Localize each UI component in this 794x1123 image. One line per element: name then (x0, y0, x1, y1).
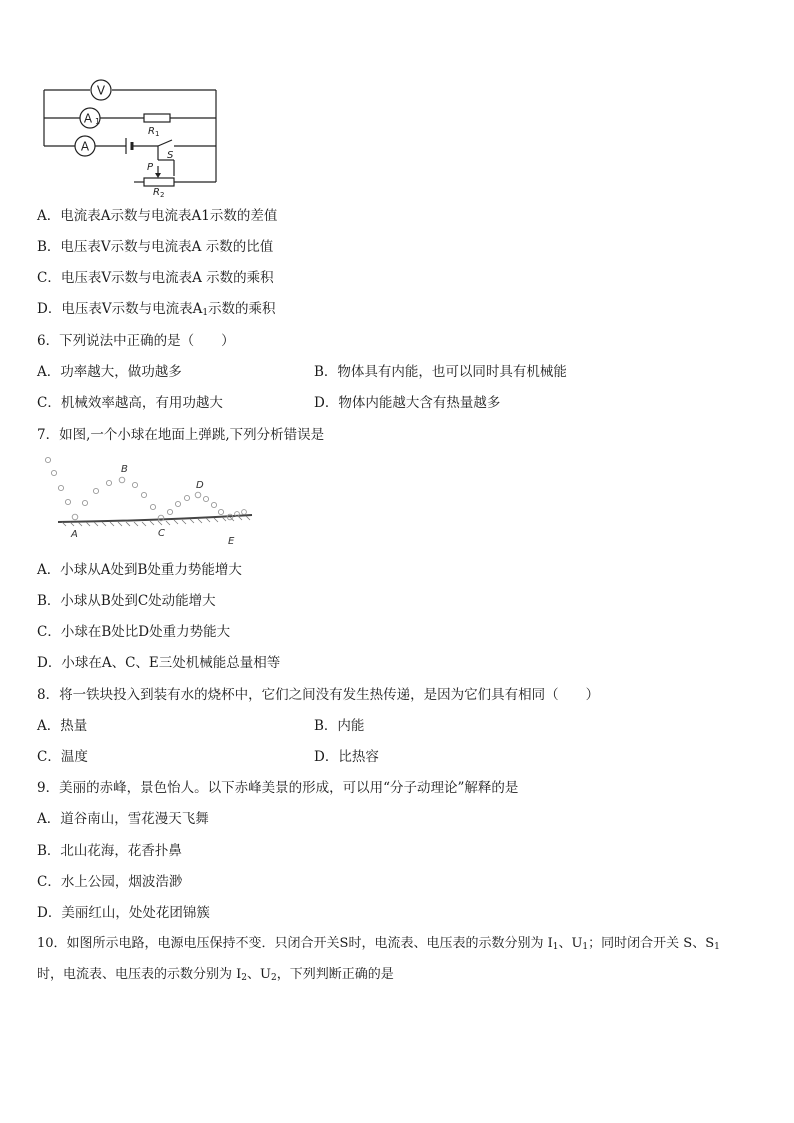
q5-option-d-text-end: 示数的乘积 (208, 301, 276, 317)
rheostat-r2 (144, 162, 174, 198)
q8-option-c[interactable]: C．温度 (37, 749, 88, 765)
q6-option-a[interactable]: A．功率越大，做功越多 (37, 364, 182, 380)
q6-option-b[interactable]: B．物体具有内能，也可以同时具有机械能 (314, 364, 567, 380)
point-b-label: B (121, 464, 128, 475)
q9-stem: 9．美丽的赤峰，景色怡人。以下赤峰美景的形成，可以用“分子动理论”解释的是 (37, 780, 519, 796)
q10-sub: 1 (714, 942, 720, 952)
ammeter-a (75, 136, 95, 156)
svg-text:1: 1 (95, 117, 101, 126)
svg-text:A: A (80, 139, 90, 154)
q7-option-a[interactable]: A．小球从A处到B处重力势能增大 (37, 562, 242, 578)
resistor-r1 (144, 114, 170, 138)
q10-text: 、U (247, 967, 271, 982)
q7-option-c[interactable]: C．小球在B处比D处重力势能大 (37, 624, 231, 640)
svg-text:P: P (147, 162, 154, 173)
point-c-label: C (158, 528, 165, 539)
svg-text:A: A (83, 111, 93, 126)
q9-option-b[interactable]: B．北山花海，花香扑鼻 (37, 843, 182, 859)
battery-icon (126, 138, 132, 154)
circuit-diagram (38, 76, 224, 198)
q10-sub: 2 (241, 973, 248, 983)
ammeter-a1 (80, 108, 100, 128)
svg-text:V: V (96, 83, 106, 98)
q10-sub: 2 (270, 973, 277, 983)
q6-option-d[interactable]: D．物体内能越大含有热量越多 (314, 395, 501, 411)
q10-stem-line1 (37, 935, 720, 953)
q5-option-d-sub: 1 (202, 308, 209, 318)
q7-option-d[interactable]: D．小球在A、C、E三处机械能总量相等 (37, 655, 281, 671)
q10-text: ，下列判断正确的是 (276, 967, 394, 982)
q10-text: 10．如图所示电路，电源电压保持不变．只闭合开关S时，电流表、电压表的示数分别为 I (37, 936, 553, 951)
q9-option-d[interactable]: D．美丽红山，处处花团锦簇 (37, 905, 210, 921)
q9-option-a[interactable]: A．道谷南山，雪花漫天飞舞 (37, 811, 209, 827)
q7-stem: 7．如图,一个小球在地面上弹跳,下列分析错误是 (37, 427, 325, 443)
q10-sub: 1 (552, 942, 559, 952)
svg-text:R: R (153, 187, 160, 198)
q10-text: 、U (558, 936, 583, 951)
q8-option-d[interactable]: D．比热容 (314, 749, 379, 765)
q6-stem: 6．下列说法中正确的是（ ） (37, 333, 235, 349)
q5-option-d[interactable] (37, 300, 276, 318)
q10-text: ；同时闭合开关 S、S (588, 936, 715, 951)
svg-text:2: 2 (160, 191, 165, 198)
q10-stem-line2 (37, 966, 394, 984)
q5-option-a[interactable]: A．电流表A示数与电流表A1示数的差值 (37, 208, 278, 224)
q8-option-b[interactable]: B．内能 (314, 718, 365, 734)
switch-s-label: S (167, 150, 174, 161)
q5-option-c[interactable]: C．电压表V示数与电流表A 示数的乘积 (37, 270, 274, 286)
bouncing-ball-figure (40, 455, 260, 547)
q10-sub: 1 (582, 942, 589, 952)
point-a-label: A (71, 529, 78, 540)
voltmeter-v (91, 80, 111, 100)
q7-option-b[interactable]: B．小球从B处到C处动能增大 (37, 593, 216, 609)
q10-text: 时，电流表、电压表的示数分别为 I (37, 967, 242, 982)
svg-text:1: 1 (155, 130, 160, 138)
point-e-label: E (228, 536, 235, 547)
point-d-label: D (196, 480, 204, 491)
q5-option-d-text: D．电压表V示数与电流表A (37, 301, 203, 317)
q5-option-b[interactable]: B．电压表V示数与电流表A 示数的比值 (37, 239, 274, 255)
q8-stem: 8．将一铁块投入到装有水的烧杯中，它们之间没有发生热传递，是因为它们具有相同（ ） (37, 687, 600, 703)
q8-option-a[interactable]: A．热量 (37, 718, 88, 734)
svg-text:R: R (148, 126, 155, 137)
q6-option-c[interactable]: C．机械效率越高，有用功越大 (37, 395, 223, 411)
q9-option-c[interactable]: C．水上公园，烟波浩渺 (37, 874, 183, 890)
